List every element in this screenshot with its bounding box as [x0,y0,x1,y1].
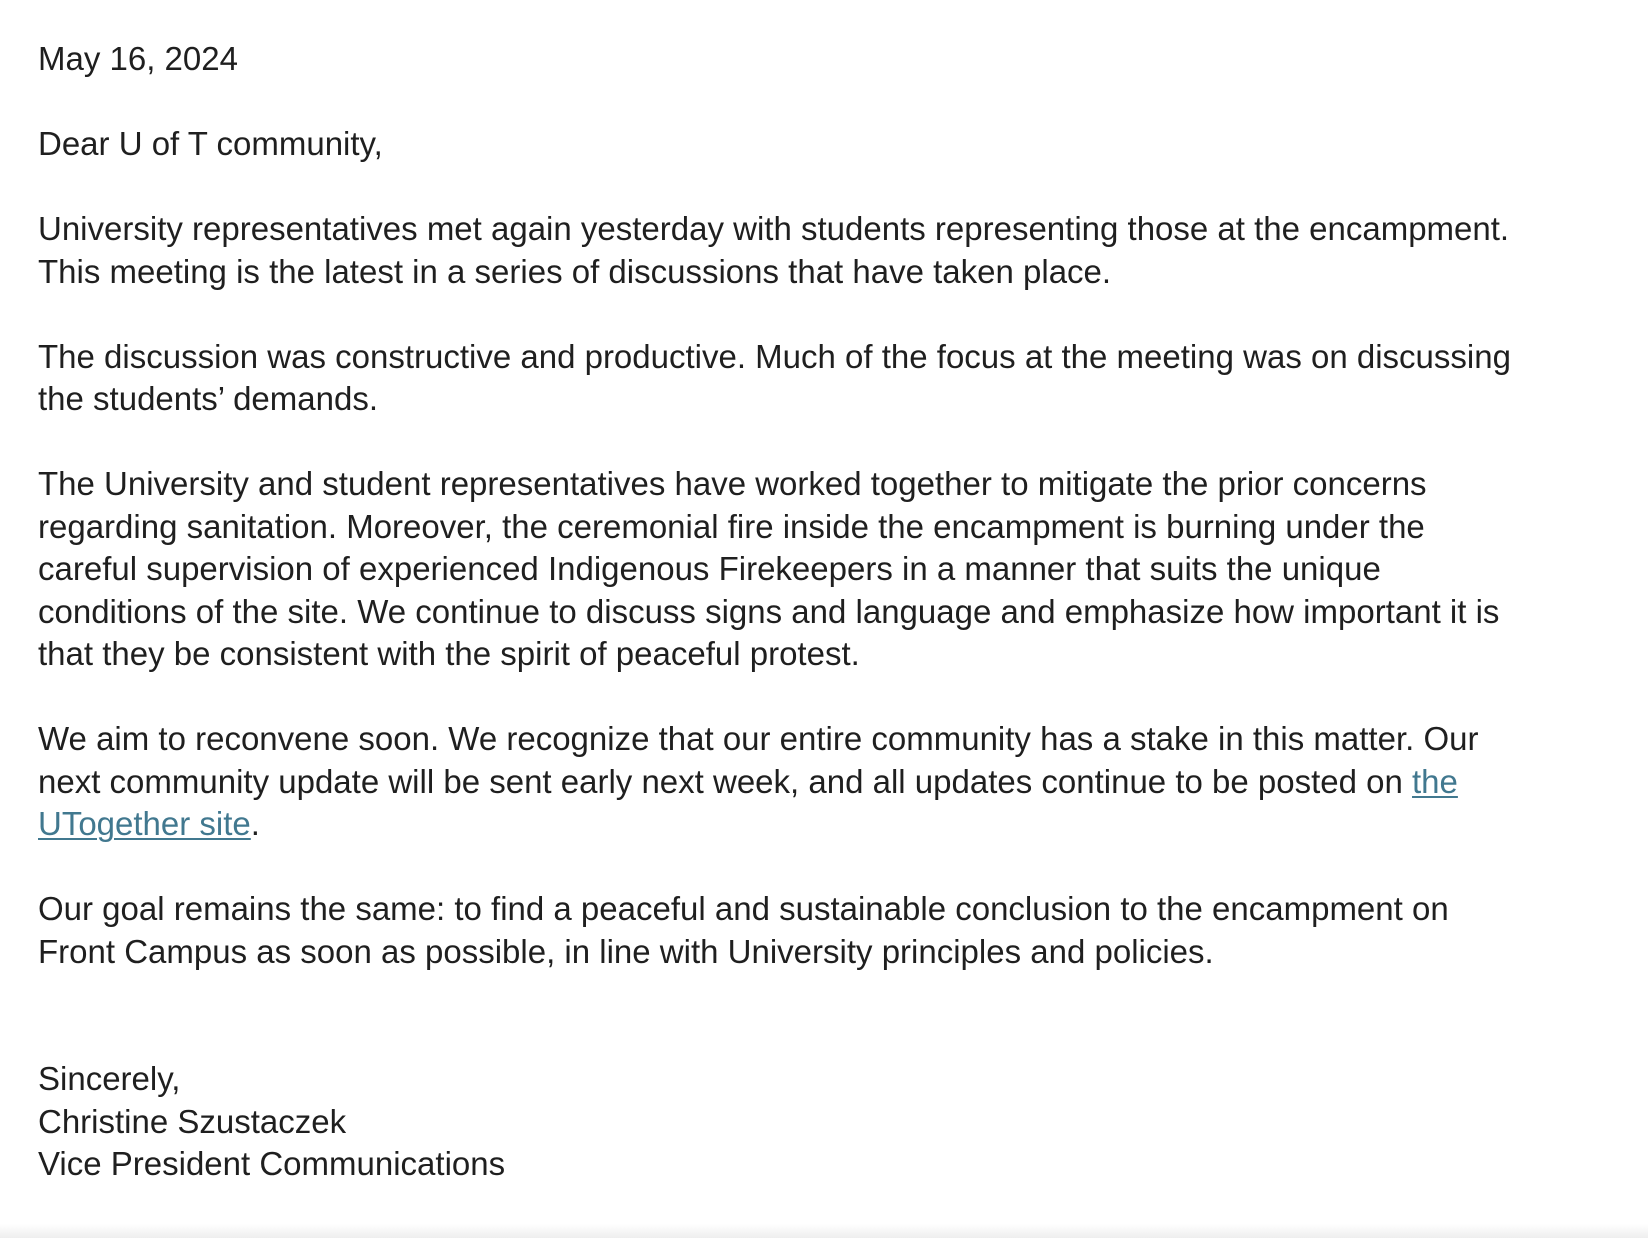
paragraph-period: . [250,805,260,842]
closing: Sincerely, [38,1060,181,1097]
paragraph-line [38,761,1638,804]
signer-name: Christine Szustaczek [38,1102,347,1140]
paragraph-line: that they be consistent with the spirit of peaceful protest. [38,635,860,672]
letter-salutation: Dear U of T community, [38,125,383,162]
utogether-link-continued[interactable] [38,805,251,842]
paragraph-line: conditions of the site. We continue to discuss signs and language and emphasize how important it is [38,592,1500,630]
paragraph-line: careful supervision of experienced Indigenous Firekeepers in a manner that suits the unique [38,550,1381,587]
paragraph-discussion [38,336,1638,421]
paragraph-meeting [38,208,1638,293]
paragraph-line: We aim to reconvene soon. We recognize that our entire community has a stake in this matter. Our [38,720,1479,757]
paragraph-sanitation [38,463,1638,676]
paragraph-reconvene [38,718,1638,846]
paragraph-line: regarding sanitation. Moreover, the ceremonial fire inside the encampment is burning under the [38,507,1425,545]
paragraph-line: Front Campus as soon as possible, in line with University principles and policies. [38,932,1214,970]
paragraph-line: The discussion was constructive and productive. Much of the focus at the meeting was on discussing [38,337,1511,375]
signer-title: Vice President Communications [38,1145,506,1182]
paragraph-line: University representatives met again yesterday with students representing those at the encampment. [38,210,1510,247]
paragraph-goal [38,888,1638,973]
signature-block [38,1058,1638,1186]
bottom-edge-shadow [0,1224,1648,1238]
letter-body [38,38,1638,1186]
paragraph-line: This meeting is the latest in a series of discussions that have taken place. [38,252,1112,290]
paragraph-text: next community update will be sent early next week, and all updates continue to be posted on [38,762,1413,800]
utogether-link-part1[interactable]: the [1412,762,1458,800]
paragraph-line: The University and student representatives have worked together to mitigate the prior concerns [38,465,1427,502]
paragraph-line: Our goal remains the same: to find a peaceful and sustainable conclusion to the encampment on [38,890,1449,927]
utogether-link[interactable] [1412,763,1458,800]
letter-date: May 16, 2024 [38,40,238,77]
paragraph-line: the students’ demands. [38,380,378,417]
utogether-link-part2[interactable]: UTogether site [38,805,251,842]
paragraph-line [38,803,1638,846]
